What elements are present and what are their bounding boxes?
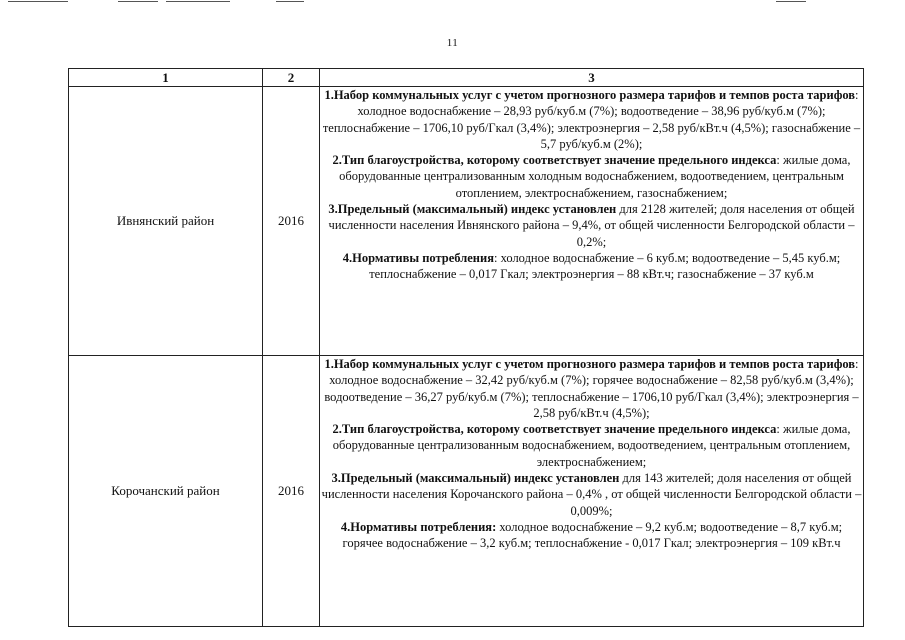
- column-header-1: 1: [69, 69, 263, 87]
- district-name: Корочанский район: [69, 356, 263, 627]
- table-row: [69, 356, 864, 627]
- district-description: [320, 356, 864, 627]
- year: 2016: [263, 356, 320, 627]
- district-description: [320, 87, 864, 356]
- index-paragraph: 3.Предельный (максимальный) индекс установлен для 2128 жителей; доля населения от общей численности населения Ивнянского района – 9,4%, от общей численности Белгородской области – 0,2%;: [328, 202, 855, 249]
- tariff-set-paragraph: 1.Набор коммунальных услуг с учетом прогнозного размера тарифов и темпов роста тарифов: холодное водоснабжение – 28,93 руб/куб.м (7%); водоотведение – 38,96 руб/куб.м (7%); теплоснабжение – 1706,10 руб/Гкал (3,4%); электроэнергия – 2,58 руб/кВт.ч (4,5%); газоснабжение – 5,7 руб/куб.м (2%);: [322, 88, 861, 151]
- tariff-table: [68, 68, 864, 627]
- consumption-norms-paragraph: 4.Нормативы потребления: холодное водоснабжение – 9,2 куб.м; водоотведение – 8,7 куб.м; горячее водоснабжение – 3,2 куб.м; теплоснабжение - 0,017 Гкал; электроэнергия – 109 кВт.ч: [340, 519, 843, 551]
- tariff-set-paragraph: 1.Набор коммунальных услуг с учетом прогнозного размера тарифов и темпов роста тарифов: холодное водоснабжение – 32,42 руб/куб.м (7%); горячее водоснабжение – 82,58 руб/куб.м (3,4%); водоотведение – 36,27 руб/куб.м (7%); теплоснабжение – 1706,10 руб/Гкал (3,4%); электроэнергия – 2,58 руб/кВт.ч (4,5%);: [324, 357, 859, 420]
- scan-artifact-lines: [0, 0, 905, 4]
- page-number: 11: [446, 37, 459, 49]
- year: 2016: [263, 87, 320, 356]
- index-paragraph: 3.Предельный (максимальный) индекс установлен для 143 жителей; доля населения от общей численности населения Корочанского района – 0,4% , от общей численности Белгородской области – 0,009%;: [321, 471, 862, 518]
- improvement-type-paragraph: 2.Тип благоустройства, которому соответствует значение предельного индекса: жилые дома, оборудованные централизованным холодным водоснабжением, водоотведением, центральным отоплением, электроснабжением, газоснабжением;: [332, 153, 851, 200]
- improvement-type-paragraph: 2.Тип благоустройства, которому соответствует значение предельного индекса: жилые дома, оборудованные централизованным водоснабжением, водоотведением, центральным отоплением, электроснабжением;: [332, 422, 851, 469]
- column-header-3: 3: [320, 69, 864, 87]
- consumption-norms-paragraph: 4.Нормативы потребления: холодное водоснабжение – 6 куб.м; водоотведение – 5,45 куб.м; теплоснабжение – 0,017 Гкал; электроэнергия – 88 кВт.ч; газоснабжение – 37 куб.м: [342, 250, 841, 282]
- table-header-row: [69, 69, 864, 87]
- table-row: [69, 87, 864, 356]
- column-header-2: 2: [263, 69, 320, 87]
- district-name: Ивнянский район: [69, 87, 263, 356]
